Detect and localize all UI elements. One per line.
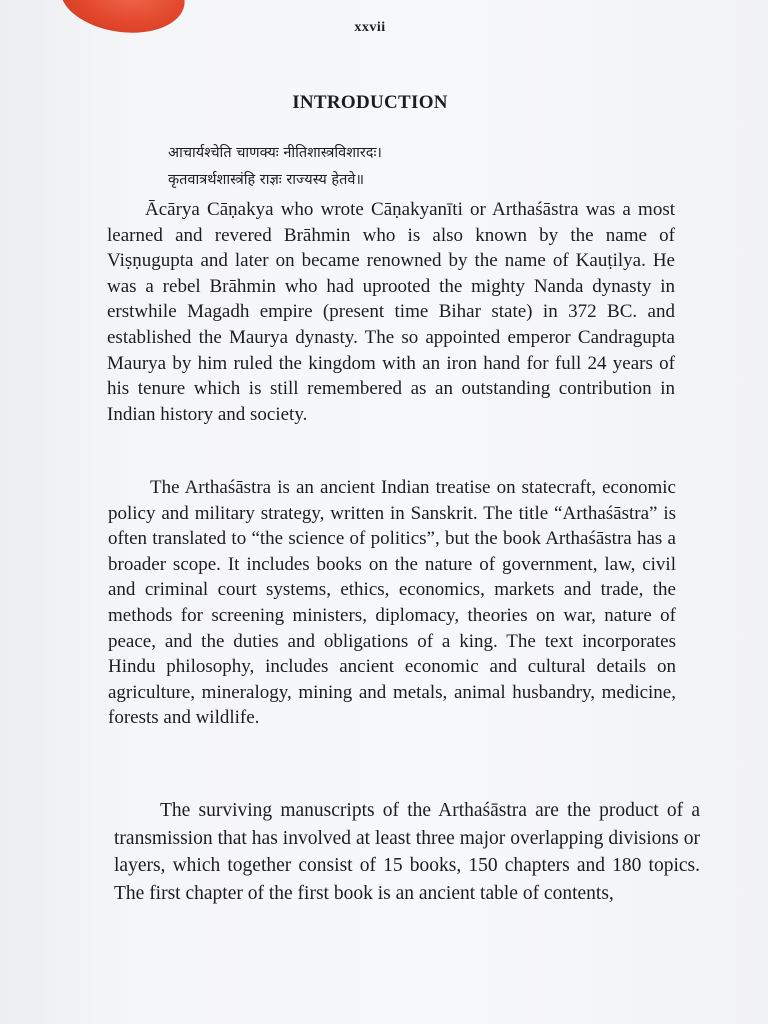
sanskrit-verse-line-1: आचार्यश्चेति चाणक्यः नीतिशास्त्रविशारदः। xyxy=(168,145,382,161)
paragraph-2: The Arthaśāstra is an ancient Indian treatise on statecraft, economic policy and military strategy, written in Sanskrit. The title “Arthaśāstra” is often translated to “the science of politics”, but the book Arthaśāstra has a broader scope. It includes books on the nature of government, law, civil and criminal court systems, ethics, economics, markets and trade, the methods for screening ministers, diplomacy, theories on war, nature of peace, and the duties and obligations of a king. The text incorporates Hindu philosophy, includes ancient economic and cultural details on agriculture, mineralogy, mining and metals, animal husbandry, medicine, forests and wildlife. xyxy=(108,477,676,729)
sanskrit-verse-line-2: कृतवात्रर्थशास्त्रंहि राज्ञः राज्यस्य हेतवे॥ xyxy=(168,172,365,188)
paragraph-1: Ācārya Cāṇakya who wrote Cāṇakyanīti or Arthaśāstra was a most learned and revered Brāhmin who is also known by the name of Viṣṇugupta and later on became renowned by the name of Kauṭilya. He was a rebel Brāhmin who had uprooted the mighty Nanda dynasty in erstwhile Magadh empire (present time Bihar state) in 372 BC. and established the Maurya dynasty. The so appointed emperor Candragupta Maurya by him ruled the kingdom with an iron hand for full 24 years of his tenure which is still remembered as an outstanding contribution in Indian history and society. xyxy=(107,199,675,425)
page-number: xxvii xyxy=(354,20,386,35)
paragraph-3: The surviving manuscripts of the Arthaśāstra are the product of a transmission that has involved at least three major overlapping divisions or layers, which together consist of 15 books, 150 chapters and 180 topics. The first chapter of the first book is an ancient table of contents, xyxy=(114,800,700,904)
chapter-heading: INTRODUCTION xyxy=(292,92,448,113)
